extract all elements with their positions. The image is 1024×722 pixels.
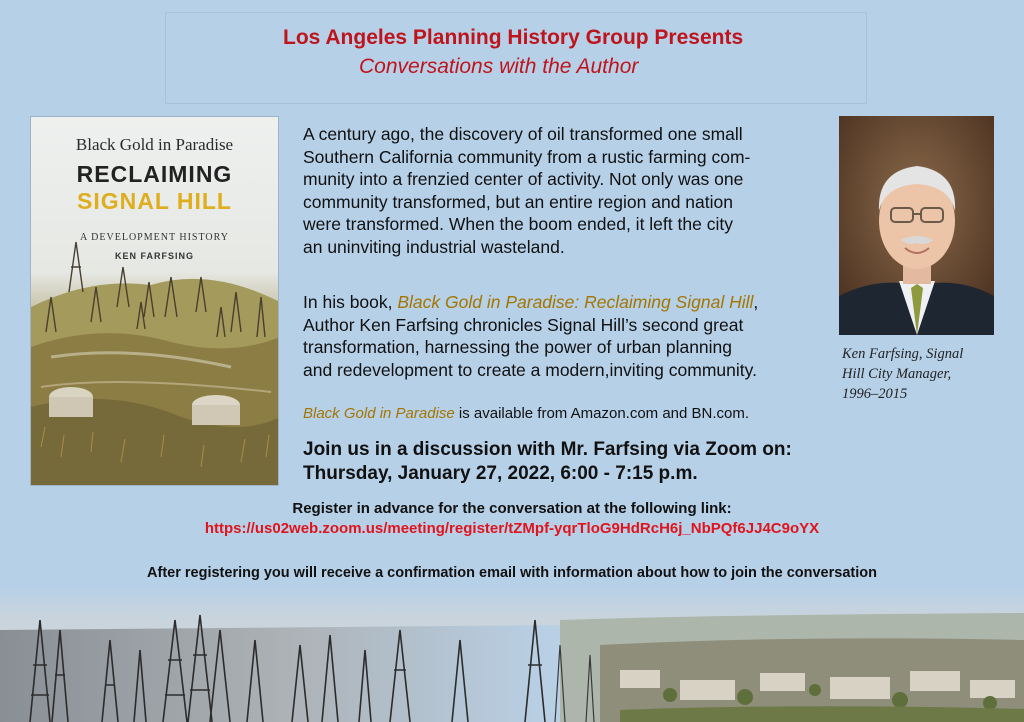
event-invite-line: Join us in a discussion with Mr. Farfsing via Zoom on: [303,439,792,460]
event-subtitle: Conversations with the Author [359,55,639,78]
cover-author: KEN FARFSING [114,251,194,261]
author-photo [839,116,994,335]
cover-title-line1: RECLAIMING [76,161,233,187]
book-para-line: transformation, harnessing the power of urban planning [303,337,733,357]
caption-line: 1996–2015 [842,386,908,402]
cover-title-line2: SIGNAL HILL [77,188,232,214]
book-para-line: Author Ken Farfsing chronicles Signal Hill’s second great [303,314,744,335]
event-title: Los Angeles Planning History Group Presents [283,26,744,49]
intro-paragraph [303,123,823,258]
book-paragraph [303,291,823,381]
event-date-line: Thursday, January 27, 2022, 6:00 - 7:15 p.m. [303,463,698,484]
register-instructions: Register in advance for the conversation at the following link: [292,500,732,517]
intro-line: an uninviting industrial wasteland. [303,236,565,257]
book-cover-image [30,116,279,486]
availability-note [303,405,749,422]
author-portrait [839,116,994,335]
caption-line: Ken Farfsing, Signal [842,346,964,362]
intro-line: community transformed, but an entire region and nation [303,191,733,212]
signal-hill-panorama [0,585,1024,722]
availability-text: is available from Amazon.com and BN.com. [454,405,750,422]
book-para-first-line [303,291,823,314]
book-para-line: and redevelopment to create a modern,inviting community. [303,359,757,380]
intro-line: Southern California community from a rustic farming com- [303,146,751,167]
portrait-caption [842,344,1012,404]
book-para-prefix: In his book, [303,292,398,312]
caption-line: Hill City Manager, [842,366,952,382]
intro-line: munity into a frenzied center of activity. Not only was one [303,169,744,189]
event-details [303,438,792,486]
cover-subtitle: A DEVELOPMENT HISTORY [80,232,229,243]
book-para-suffix: , [753,292,759,312]
confirmation-note: After registering you will receive a confirmation email with information about how to join the conversation [147,565,877,581]
availability-book-title: Black Gold in Paradise [303,405,455,422]
registration-link[interactable]: https://us02web.zoom.us/meeting/register/tZMpf-yqrTloG9HdRcH6j_NbPQf6JJ4C9oYX [204,520,820,537]
intro-line: were transformed. When the boom ended, it left the city [303,214,733,234]
cover-series-line: Black Gold in Paradise [75,135,234,154]
book-title-inline: Black Gold in Paradise: Reclaiming Signal Hill [397,292,754,312]
intro-line: A century ago, the discovery of oil transformed one small [303,124,743,144]
